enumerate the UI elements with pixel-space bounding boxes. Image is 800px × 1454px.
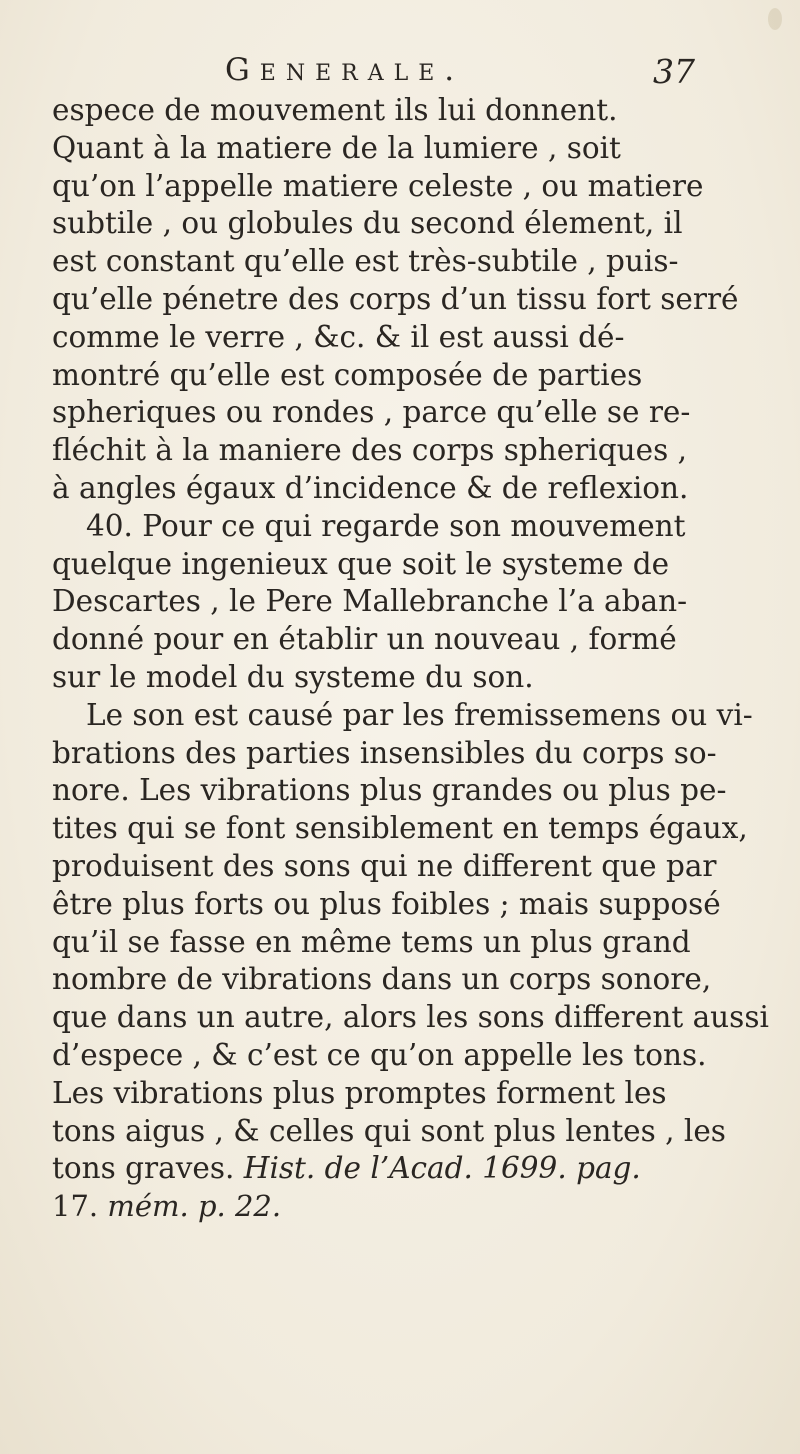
line-text: brations des parties insensibles du corps so- [52, 735, 717, 770]
line-text: qu’il se fasse en même tems un plus grand [52, 924, 691, 959]
line-text: que dans un autre, alors les sons different aussi [52, 1000, 769, 1035]
text-line [52, 546, 792, 584]
text-line [52, 1037, 792, 1075]
text-line [52, 243, 792, 281]
running-title: Generale. [225, 52, 465, 88]
line-text: donné pour en établir un nouveau , formé [52, 622, 677, 657]
line-text: comme le verre , &c. & il est aussi dé- [52, 319, 625, 354]
citation: Hist. de l’Acad. 1699. pag. [243, 1151, 641, 1186]
text-line [52, 810, 792, 848]
line-text: quelque ingenieux que soit le systeme de [52, 546, 670, 581]
line-text: qu’elle pénetre des corps d’un tissu fort serré [52, 281, 739, 316]
text-line [52, 394, 792, 432]
line-text: nombre de vibrations dans un corps sonore, [52, 962, 712, 997]
text-line [52, 999, 792, 1037]
line-text: subtile , ou globules du second élement, il [52, 206, 683, 241]
line-text: espece de mouvement ils lui donnent. [52, 93, 618, 127]
line-text: produisent des sons qui ne different que par [52, 848, 717, 883]
text-line [52, 735, 792, 773]
line-text: est constant qu’elle est très-subtile , puis- [52, 244, 679, 279]
line-text: 40. Pour ce qui regarde son mouvement [86, 508, 686, 543]
text-line [52, 621, 792, 659]
text-line [52, 281, 792, 319]
line-text: spheriques ou rondes , parce qu’elle se re- [52, 395, 691, 430]
text-line [52, 1150, 792, 1188]
line-text: tons graves. [52, 1151, 235, 1186]
line-text: Le son est causé par les fremissemens ou vi- [86, 697, 753, 732]
text-line [52, 357, 792, 395]
line-text: Descartes , le Pere Mallebranche l’a aban- [52, 584, 688, 619]
text-line [52, 583, 792, 621]
line-text: Quant à la matiere de la lumiere , soit [52, 130, 621, 165]
text-line [52, 886, 792, 924]
line-text: sur le model du systeme du son. [52, 659, 534, 694]
text-line [52, 130, 792, 168]
text-line [52, 772, 792, 810]
line-text: être plus forts ou plus foibles ; mais supposé [52, 886, 721, 921]
line-text: Les vibrations plus promptes forment les [52, 1075, 667, 1110]
text-line [52, 1075, 792, 1113]
text-line [52, 508, 792, 546]
text-line [52, 848, 792, 886]
text-line [52, 1188, 792, 1226]
line-text: 17. [52, 1189, 99, 1224]
paper-stain [768, 8, 782, 30]
text-line [52, 659, 792, 697]
line-text: qu’on l’appelle matiere celeste , ou matiere [52, 168, 704, 203]
body-text [52, 92, 792, 1226]
line-text: nore. Les vibrations plus grandes ou plus pe- [52, 773, 727, 808]
page-header [225, 52, 695, 96]
text-line [52, 205, 792, 243]
line-text: tites qui se font sensiblement en temps égaux, [52, 811, 748, 846]
text-line [52, 319, 792, 357]
text-line [52, 1113, 792, 1151]
line-text: fléchit à la maniere des corps spheriques , [52, 433, 687, 468]
text-line [52, 168, 792, 206]
text-line [52, 92, 792, 130]
text-line [52, 432, 792, 470]
text-line [52, 470, 792, 508]
text-line [52, 697, 792, 735]
line-text: tons aigus , & celles qui sont plus lentes , les [52, 1113, 726, 1148]
page-number: 37 [653, 52, 695, 91]
line-text: à angles égaux d’incidence & de reflexion. [52, 470, 689, 505]
text-line [52, 924, 792, 962]
text-line [52, 961, 792, 999]
citation: mém. p. 22. [107, 1189, 282, 1224]
line-text: montré qu’elle est composée de parties [52, 357, 643, 392]
line-text: d’espece , & c’est ce qu’on appelle les tons. [52, 1037, 707, 1072]
